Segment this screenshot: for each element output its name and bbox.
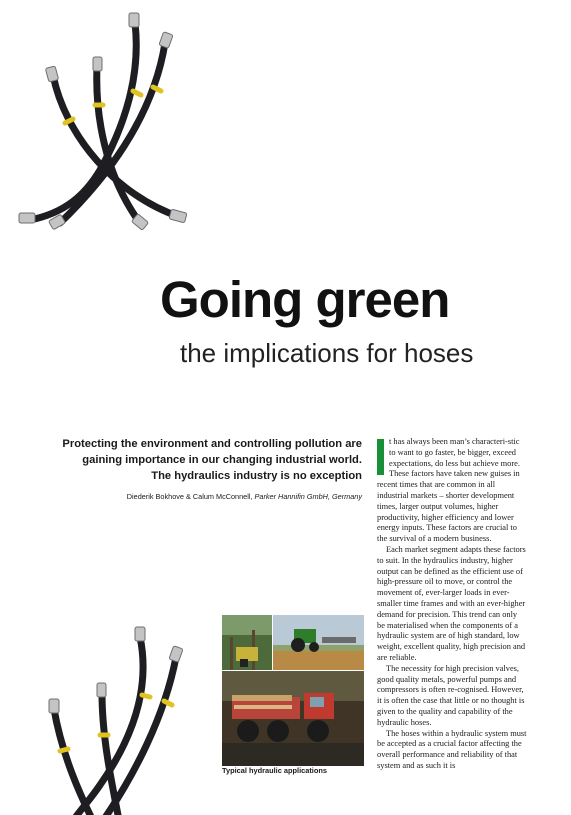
hose-4	[53, 75, 180, 217]
byline-authors: Diederik Bokhove & Calum McConnell,	[126, 492, 253, 501]
article-body-column	[377, 437, 527, 779]
drop-cap-bar	[377, 439, 384, 475]
article-byline	[60, 492, 362, 502]
article-title: Going green	[160, 271, 450, 328]
hose-illustration-top	[5, 5, 195, 245]
hydraulic-applications-photos	[222, 615, 364, 766]
tractor-photo	[273, 615, 364, 670]
byline-affiliation: Parker Hannifin GmbH, Germany	[254, 492, 362, 501]
hose-illustration-bottom	[40, 625, 190, 815]
timber-harvester-photo	[222, 671, 364, 766]
body-paragraph-3: The necessity for high precision valves, good quality metals, powerful pumps and compressors is often re-cognised. However, it is often the case that little or no thought is given to the quality and capability of the hydraulic hoses.	[377, 663, 525, 727]
body-paragraph-4: The hoses within a hydraulic system must be accepted as a crucial factor affecting the overall performance and reliability of that system and as such it is	[377, 728, 527, 770]
article-standfirst: Protecting the environment and controlling pollution are gaining importance in our changing industrial world. The hydraulics industry is no exception	[62, 438, 362, 482]
forestry-machine-photo	[222, 615, 272, 670]
body-paragraph-2: Each market segment adapts these factors to suit. In the hydraulics industry, higher output can be defined as the efficient use of high-pressure oil to move, or control the movement of, ever-larger loads in ever-smaller time frames and with an ever-higher demand for precision. This trend can only be materialised when the components of a hydraulic system are of high standard, low weight, excellent quality, high precision and are reliable.	[377, 544, 526, 662]
article-subtitle: the implications for hoses	[180, 338, 474, 368]
photo-caption: Typical hydraulic applications	[222, 766, 328, 775]
body-paragraph-1: t has always been man’s characteri-stic to want to go faster, be bigger, exceed expectations, do less but achieve more. These factors have taken new guises in recent times that are common in all industrial markets – shorter development times, larger output volumes, higher productivity, higher efficiency and lower energy inputs. These factors are crucial to the survival of a modern business.	[377, 437, 520, 544]
